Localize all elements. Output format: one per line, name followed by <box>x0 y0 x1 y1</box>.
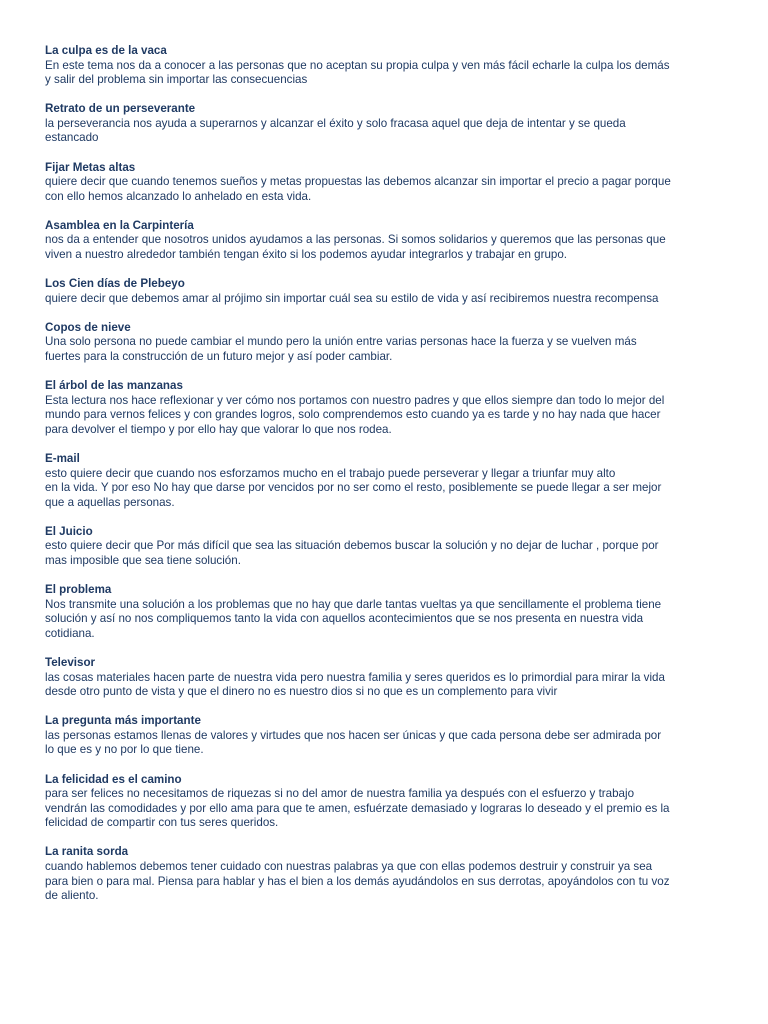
entry-fijar-metas-altas <box>45 161 725 205</box>
entry-title: Televisor <box>45 656 96 669</box>
entry-e-mail <box>45 452 725 510</box>
entry-text-line: nos da a entender que nosotros unidos ayudamos a las personas. Si somos solidarios y queremos que las personas que <box>45 233 666 247</box>
entry-text-line: quiere decir que debemos amar al prójimo sin importar cuál sea su estilo de vida y así recibiremos nuestra recompensa <box>45 291 659 305</box>
entry-text-line: las personas estamos llenas de valores y virtudes que nos hacen ser únicas y que cada persona debe ser admirada por <box>45 728 662 742</box>
entry-text-line: esto quiere decir que Por más difícil que sea las situación debemos buscar la solución y no dejar de luchar , porque por <box>45 539 659 553</box>
entry-title: El árbol de las manzanas <box>45 379 183 393</box>
entry-text-line: con ello hemos alcanzado lo anhelado en esta vida. <box>45 189 312 203</box>
entry-title: Retrato de un perseverante <box>45 102 196 116</box>
entry-text-line: cotidiana. <box>45 626 95 640</box>
entry-title: Copos de nieve <box>45 320 131 334</box>
entry-text-line: que a aquellas personas. <box>45 495 175 509</box>
entry-text-line: mundo para vernos felices y con grandes logros, solo comprendemos esto cuando ya es tarde y no hay nada que hacer <box>45 408 661 422</box>
entry-text-line: para devolver el tiempo y por ello hay que valorar lo que nos rodea. <box>45 422 392 436</box>
entry-title: Los Cien días de Plebeyo <box>45 277 185 291</box>
entry-la-pregunta-mas-importante <box>45 714 725 758</box>
entry-text-line: para bien o para mal. Piensa para hablar y has el bien a los demás ayudándolos en sus derrotas, apoyándolos con tu voz <box>45 874 670 888</box>
entry-text-line: desde otro punto de vista y que el dinero no es nuestro dios si no que es un complemento para vivir <box>45 685 558 699</box>
entry-text-line: lo que es y no por lo que tiene. <box>45 743 204 757</box>
document-page <box>45 44 725 918</box>
entry-text-line: fuertes para la construcción de un futuro mejor y así poder cambiar. <box>45 350 393 363</box>
entry-text-line: quiere decir que cuando tenemos sueños y metas propuestas las debemos alcanzar sin importar el precio a pagar porque <box>45 175 671 189</box>
entry-text-line: esto quiere decir que cuando nos esforzamos mucho en el trabajo puede perseverar y llegar a triunfar muy alto <box>45 466 616 480</box>
entry-retrato-de-un-perseverante <box>45 102 725 146</box>
entry-text-line: En este tema nos da a conocer a las personas que no aceptan su propia culpa y ven más fácil echarle la culpa los demás <box>45 58 670 72</box>
entry-text-line: estancado <box>45 131 99 145</box>
entry-title: E-mail <box>45 451 80 465</box>
entry-text-line: de aliento. <box>45 889 99 903</box>
entry-title: El Juicio <box>45 524 93 538</box>
entry-title: Asamblea en la Carpintería <box>45 218 194 232</box>
entry-text-line: mas imposible que sea tiene solución. <box>45 554 241 568</box>
entry-text-line: viven a nuestro alrededor también tengan éxito si los podemos ayudar integrarlos y trabajar en grupo. <box>45 248 568 262</box>
entry-text-line: cuando hablemos debemos tener cuidado con nuestras palabras ya que con ellas podemos destruir y construir ya sea <box>45 860 653 874</box>
entry-asamblea-en-la-carpinteria <box>45 219 725 263</box>
entry-text-line: para ser felices no necesitamos de riquezas si no del amor de nuestra familia ya después con el esfuerzo y trabajo <box>45 787 635 801</box>
entry-title: La ranita sorda <box>45 845 129 859</box>
entry-la-culpa-es-de-la-vaca <box>45 44 725 88</box>
entry-text-line: Esta lectura nos hace reflexionar y ver cómo nos portamos con nuestro padres y que ellos siempre dan todo lo mejor del <box>45 393 665 407</box>
entry-text-line: felicidad de compartir con tus seres queridos. <box>45 816 279 830</box>
entry-los-cien-dias-de-plebeyo <box>45 277 725 306</box>
entry-text-line: solución y así no nos compliquemos tanto la vida con aquellos acontecimientos que se nos presenta en nuestra vida <box>45 612 644 626</box>
entry-text-line: Una solo persona no puede cambiar el mundo pero la unión entre varias personas hace la fuerza y se vuelven más <box>45 335 637 349</box>
entry-text-line: la perseverancia nos ayuda a superarnos y alcanzar el éxito y solo fracasa aquel que deja de intentar y se queda <box>45 116 626 130</box>
entry-el-juicio <box>45 525 725 569</box>
entry-title: El problema <box>45 583 112 597</box>
entry-text-line: Nos transmite una solución a los problemas que no hay que darle tantas vueltas ya que sencillamente el problema tiene <box>45 597 662 611</box>
entry-el-problema <box>45 583 725 641</box>
entry-el-arbol-de-las-manzanas <box>45 379 725 437</box>
entry-la-felicidad-es-el-camino <box>45 773 725 831</box>
entry-title: La pregunta más importante <box>45 714 201 728</box>
entry-text-line: en la vida. Y por eso No hay que darse por vencidos por no ser como el resto, posiblemente se puede llegar a ser mejor <box>45 481 662 495</box>
entry-text-line: y salir del problema sin importar las consecuencias <box>45 73 308 87</box>
entry-title: La culpa es de la vaca <box>45 44 167 57</box>
entry-text-line: vendrán las comodidades y por ello ama para que te amen, esfuérzate demasiado y lograras lo deseado y el premio es la <box>45 801 670 815</box>
entry-televisor <box>45 656 725 700</box>
entry-text-line: las cosas materiales hacen parte de nuestra vida pero nuestra familia y seres queridos es lo primordial para mirar la vida <box>45 670 665 684</box>
entry-la-ranita-sorda <box>45 845 725 903</box>
entry-copos-de-nieve <box>45 321 725 365</box>
entry-title: La felicidad es el camino <box>45 772 182 786</box>
entry-title: Fijar Metas altas <box>45 160 136 174</box>
